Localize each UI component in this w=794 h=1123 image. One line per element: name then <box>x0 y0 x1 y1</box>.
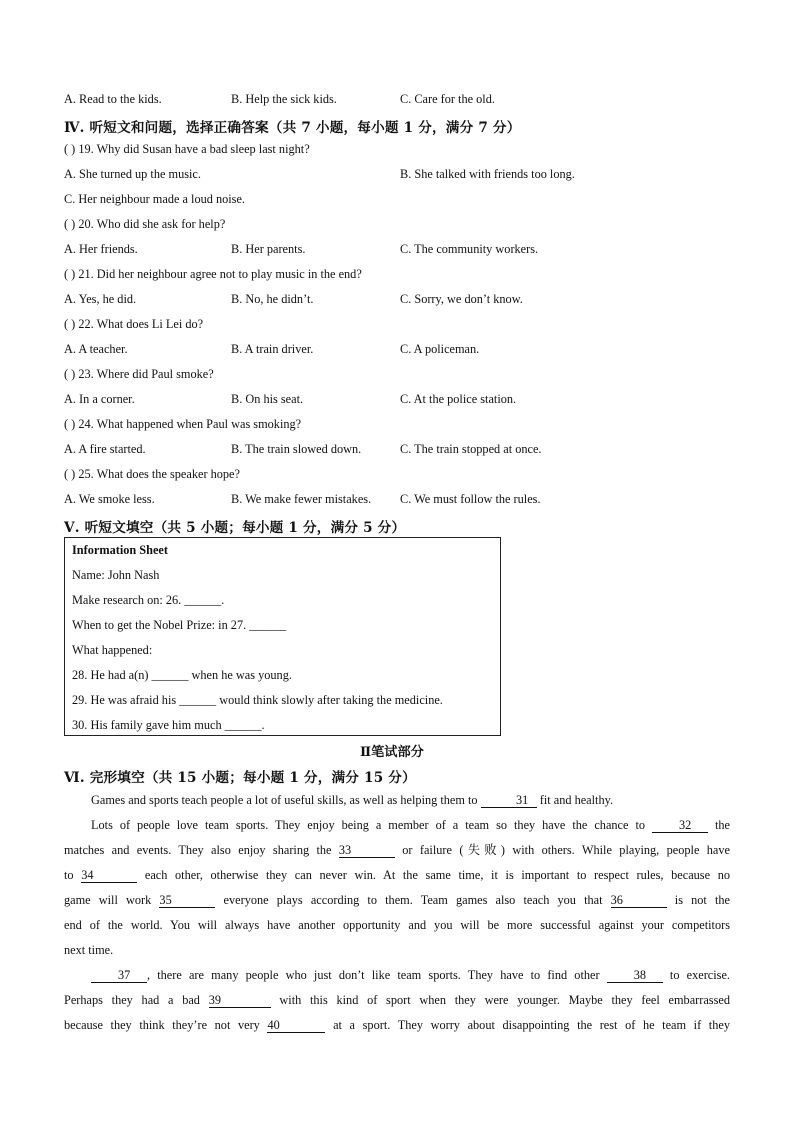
option-c: C. A policeman. <box>400 342 480 356</box>
blank-40: 40 <box>267 1018 325 1033</box>
answer-paren: ( ) <box>64 417 76 431</box>
info-line-name: Name: John Nash <box>72 568 160 582</box>
option-c: C. At the police station. <box>400 392 517 406</box>
option-c: C. Her neighbour made a loud noise. <box>64 192 245 206</box>
option-a: A. In a corner. <box>64 392 135 406</box>
options-25 <box>64 492 541 507</box>
passage-line: end of the world. You will always have another opportunity and you will be more successful against your competitors <box>64 918 730 932</box>
option-c: C. The community workers. <box>400 242 539 256</box>
info-line-29: 29. He was afraid his ______ would think slowly after taking the medicine. <box>72 693 443 707</box>
question-21 <box>64 267 362 282</box>
section-6-heading: Ⅵ. 完形填空（共 15 小题；每小题 1 分，满分 15 分） <box>64 770 416 786</box>
option-a: A. We smoke less. <box>64 492 155 506</box>
blank-31: 31 <box>481 793 537 808</box>
blank-34: 34 <box>81 868 137 883</box>
option-a: A. A teacher. <box>64 342 128 356</box>
info-line-26: Make research on: 26. ______. <box>72 593 225 607</box>
option-b: B. A train driver. <box>231 342 314 356</box>
information-sheet-box <box>64 537 501 736</box>
passage-line: Lots of people love team sports. They enjoy being a member of a team so they have the chance to 32 the <box>91 818 730 832</box>
passage-line: game will work 35 everyone plays according to them. Team games also teach you that 36 is not the <box>64 893 730 907</box>
passage-line: next time. <box>64 943 114 957</box>
question-text: 23. Where did Paul smoke? <box>78 367 214 381</box>
passage-line: to 34 each other, otherwise they can never win. At the same time, it is important to respect rules, because no <box>64 868 730 882</box>
option-c: C. We must follow the rules. <box>400 492 541 506</box>
passage-line: 37 , there are many people who just don’t like team sports. They have to find other 38 to exercise. <box>64 963 730 988</box>
question-text: 25. What does the speaker hope? <box>78 467 240 481</box>
passage-line: Games and sports teach people a lot of useful skills, as well as helping them to 31 fit and healthy. <box>91 793 614 807</box>
info-line-what-happened: What happened: <box>72 643 153 657</box>
answer-paren: ( ) <box>64 267 76 281</box>
question-23 <box>64 367 214 382</box>
options-23 <box>64 392 517 407</box>
option-a: A. She turned up the music. <box>64 167 201 181</box>
options-19 <box>64 167 575 182</box>
question-20 <box>64 217 225 232</box>
blank-36: 36 <box>611 893 667 908</box>
answer-paren: ( ) <box>64 367 76 381</box>
blank-37: 37 <box>91 968 147 983</box>
option-c: C. The train stopped at once. <box>400 442 542 456</box>
question-text: 22. What does Li Lei do? <box>78 317 204 331</box>
question-text: 21. Did her neighbour agree not to play music in the end? <box>78 267 362 281</box>
answer-paren: ( ) <box>64 217 76 231</box>
options-22 <box>64 342 480 357</box>
question-25 <box>64 467 240 482</box>
option-b: B. The train slowed down. <box>231 442 362 456</box>
option-a: A. Yes, he did. <box>64 292 137 306</box>
cloze-passage <box>64 788 730 1038</box>
option-a: A. Read to the kids. <box>64 92 162 106</box>
section-4-heading: Ⅳ. 听短文和问题，选择正确答案（共 7 小题，每小题 1 分，满分 7 分） <box>64 120 521 136</box>
answer-paren: ( ) <box>64 317 76 331</box>
option-b: B. She talked with friends too long. <box>400 167 575 181</box>
question-22 <box>64 317 203 332</box>
options-20 <box>64 242 539 257</box>
option-a: A. Her friends. <box>64 242 138 256</box>
blank-38: 38 <box>607 968 663 983</box>
option-b: B. Her parents. <box>231 242 306 256</box>
option-c: C. Sorry, we don’t know. <box>400 292 523 306</box>
option-b: B. No, he didn’t. <box>231 292 314 306</box>
blank-33: 33 <box>339 843 395 858</box>
question-19 <box>64 142 310 157</box>
question-text: 20. Who did she ask for help? <box>78 217 226 231</box>
option-b: B. On his seat. <box>231 392 304 406</box>
blank-32: 32 <box>652 818 708 833</box>
options-19-c <box>64 192 245 207</box>
question-text: 19. Why did Susan have a bad sleep last night? <box>78 142 310 156</box>
question-text: 24. What happened when Paul was smoking? <box>78 417 302 431</box>
info-line-27: When to get the Nobel Prize: in 27. ______ <box>72 618 287 632</box>
info-line-30: 30. His family gave him much ______. <box>72 718 265 732</box>
passage-line: Perhaps they had a bad 39 with this kind of sport when they were younger. Maybe they feel embarrassed <box>64 993 730 1007</box>
option-row-18 <box>64 92 495 107</box>
option-a: A. A fire started. <box>64 442 146 456</box>
options-24 <box>64 442 542 457</box>
part-2-title: Ⅱ笔试部分 <box>360 745 424 760</box>
section-5-heading: Ⅴ. 听短文填空（共 5 小题；每小题 1 分，满分 5 分） <box>64 520 406 536</box>
passage-line: matches and events. They also enjoy sharing the 33 or failure (失败) with others. While playing, people have <box>64 843 730 857</box>
blank-39: 39 <box>209 993 271 1008</box>
blank-35: 35 <box>159 893 215 908</box>
answer-paren: ( ) <box>64 142 76 156</box>
option-b: B. We make fewer mistakes. <box>231 492 372 506</box>
info-line-28: 28. He had a(n) ______ when he was young. <box>72 668 292 682</box>
question-24 <box>64 417 301 432</box>
option-c: C. Care for the old. <box>400 92 495 106</box>
information-sheet-title: Information Sheet <box>72 543 168 557</box>
options-21 <box>64 292 523 307</box>
option-b: B. Help the sick kids. <box>231 92 337 106</box>
answer-paren: ( ) <box>64 467 76 481</box>
passage-line: because they think they’re not very 40 at a sport. They worry about disappointing the rest of he team if they <box>64 1018 730 1032</box>
